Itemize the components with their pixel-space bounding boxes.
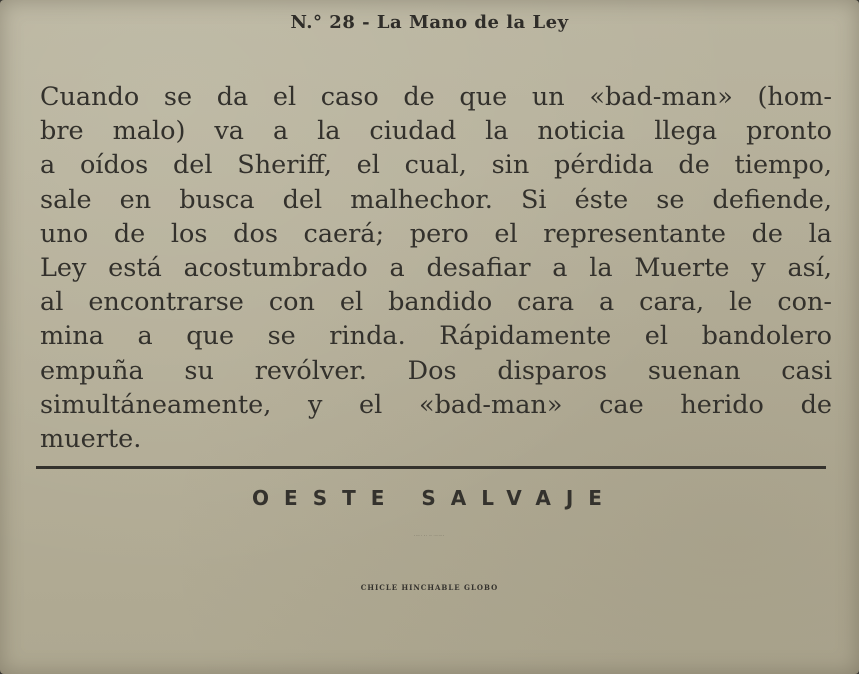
brand-name: CHICLE HINCHABLE GLOBO bbox=[360, 583, 499, 592]
description-line: muerte. bbox=[40, 424, 142, 455]
card-title: N.° 28 - La Mano de la Ley bbox=[290, 12, 569, 33]
description-line: uno de los dos caerá; pero el representante de la bbox=[40, 218, 832, 249]
description-line: al encontrarse con el bandido cara a cara, le con- bbox=[40, 287, 832, 318]
series-subtitle: SERIE DE 48 CROMOS bbox=[414, 536, 445, 537]
description-line: simultáneamente, y el «bad-man» cae herido de bbox=[40, 389, 832, 420]
description-line: sale en busca del malhechor. Si éste se defiende, bbox=[40, 184, 832, 215]
description-line: Ley está acostumbrado a desafiar a la Muerte y así, bbox=[40, 253, 832, 284]
series-name: OESTE SALVAJE bbox=[252, 486, 617, 510]
card-description bbox=[40, 80, 832, 456]
description-line: bre malo) va a la ciudad la noticia llega pronto bbox=[40, 116, 832, 147]
description-line: a oídos del Sheriff, el cual, sin pérdida de tiempo, bbox=[40, 150, 832, 181]
divider-line bbox=[36, 466, 826, 469]
description-line: Cuando se da el caso de que un «bad-man» (hom- bbox=[40, 82, 832, 112]
description-line: empuña su revólver. Dos disparos suenan casi bbox=[40, 355, 832, 386]
description-line: mina a que se rinda. Rápidamente el bandolero bbox=[40, 321, 832, 352]
